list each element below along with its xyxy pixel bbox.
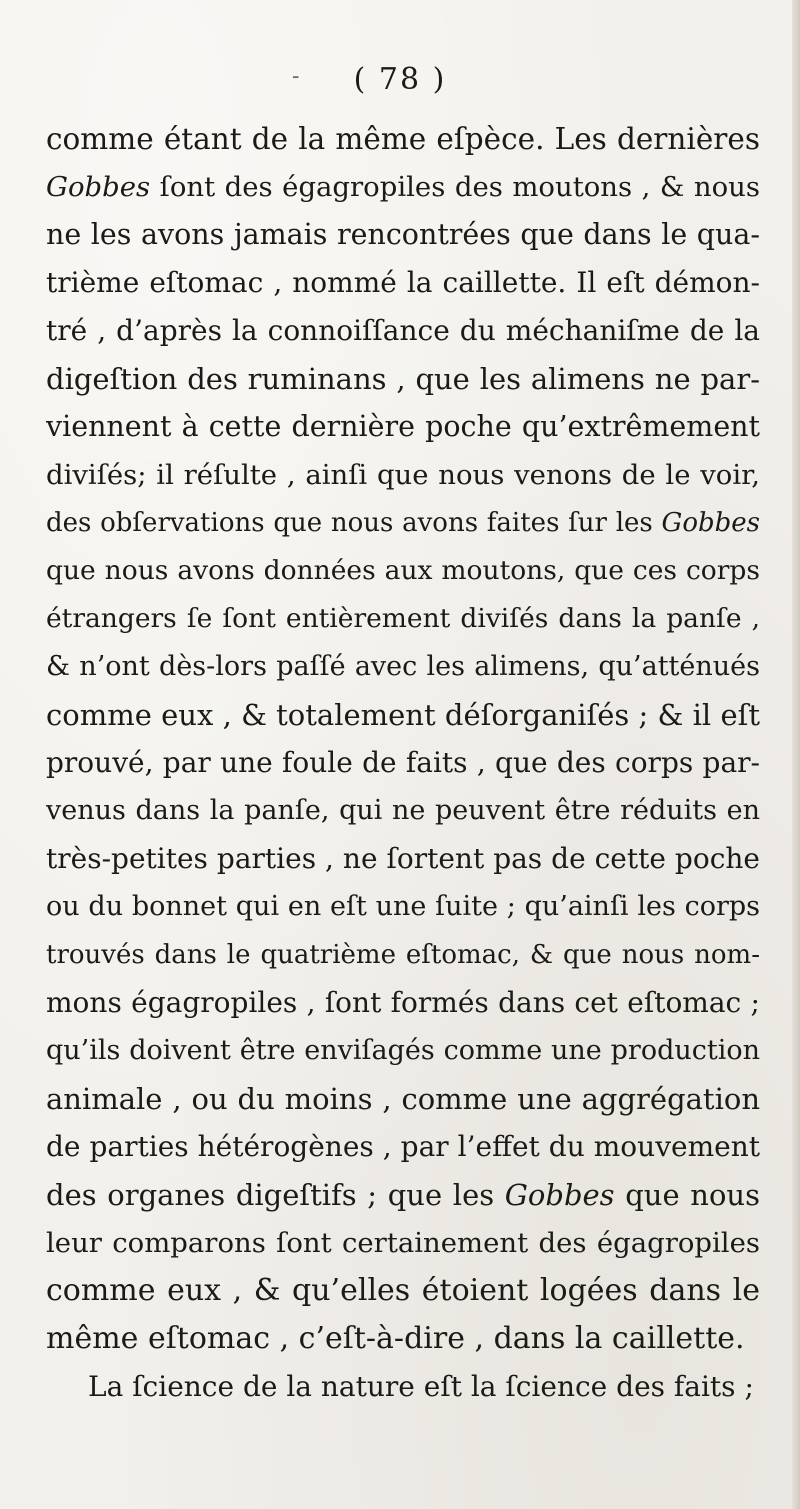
body-text [46,115,760,1411]
text-line [46,1075,760,1123]
text-run: La ſcience de la nature eſt la ſcience des faits ; [88,1370,754,1403]
text-line [46,739,760,787]
text-line [46,1171,760,1219]
text-line [46,403,760,451]
text-run: ſont des égagropiles des moutons , & nous [150,171,760,203]
text-line [46,211,760,259]
text-line [46,307,760,355]
text-line [46,931,760,979]
page-header [0,62,800,97]
text-run: tré , d’après la connoiſſance du méchaniſme de la [46,314,760,347]
text-run: ne les avons jamais rencontrées que dans le qua- [46,218,760,251]
text-run: des obſervations que nous avons faites ſur les [46,508,662,538]
italic-word: Gobbes [46,171,151,203]
text-run: diviſés; il réſulte , ainſi que nous venons de le voir, [46,459,760,491]
page-edge [792,0,800,1509]
text-line [46,1363,760,1411]
text-run: mons égagropiles , ſont formés dans cet eſtomac ; [46,986,760,1019]
text-line [46,115,760,163]
text-line [46,1267,760,1315]
text-line [46,643,760,691]
text-run: & n’ont dès-lors paſſé avec les alimens, qu’atténués [46,651,760,682]
text-line [46,595,760,643]
text-line [46,1315,760,1363]
text-run: leur comparons ſont certainement des égagropiles [46,1227,760,1259]
italic-word: Gobbes [504,1178,615,1212]
text-run: que nous avons données aux moutons, que ces corps [46,555,760,586]
text-run: étrangers ſe ſont entièrement diviſés dans la panſe , [46,603,760,634]
text-run: qu’ils doivent être enviſagés comme une production [46,1035,760,1066]
text-line [46,691,760,739]
header-dash: - [292,64,302,89]
text-line [46,355,760,403]
text-line [46,547,760,595]
text-run: trième eſtomac , nommé la caillette. Il eſt démon- [46,266,760,299]
text-run: venus dans la panſe, qui ne peuvent être réduits en [46,795,760,826]
text-run: même eſtomac , c’eſt-à-dire , dans la caillette. [46,1321,745,1356]
text-run: animale , ou du moins , comme une aggrégation [46,1082,760,1116]
text-line [46,979,760,1027]
text-run: des organes digeſtifs ; que les [46,1178,505,1212]
text-run: digeſtion des ruminans , que les alimens ne par- [46,362,760,396]
text-run: comme étant de la même eſpèce. Les dernières [46,122,760,156]
italic-word: Gobbes [661,508,760,538]
text-line [46,499,760,547]
text-line [46,787,760,835]
text-line [46,1123,760,1171]
text-run: très-petites parties , ne ſortent pas de cette poche [46,842,760,875]
text-run: viennent à cette dernière poche qu’extrêmement [46,410,760,443]
text-line [46,163,760,211]
text-run: prouvé, par une foule de faits , que des corps par- [46,746,760,779]
text-run: que nous [614,1178,760,1212]
text-run: ou du bonnet qui en eſt une ſuite ; qu’ainſi les corps [46,891,760,922]
text-run: de parties hétérogènes , par l’effet du mouvement [46,1130,760,1163]
text-line [46,259,760,307]
text-line [46,835,760,883]
text-line [46,1219,760,1267]
text-line [46,883,760,931]
text-line [46,1027,760,1075]
text-run: comme eux , & totalement déſorganiſés ; & il eſt [46,698,760,732]
text-run: comme eux , & qu’elles étoient logées dans le [46,1273,760,1308]
text-line [46,451,760,499]
text-run: trouvés dans le quatrième eſtomac, & que nous nom- [46,940,760,970]
page-number: ( 78 ) [353,62,447,97]
